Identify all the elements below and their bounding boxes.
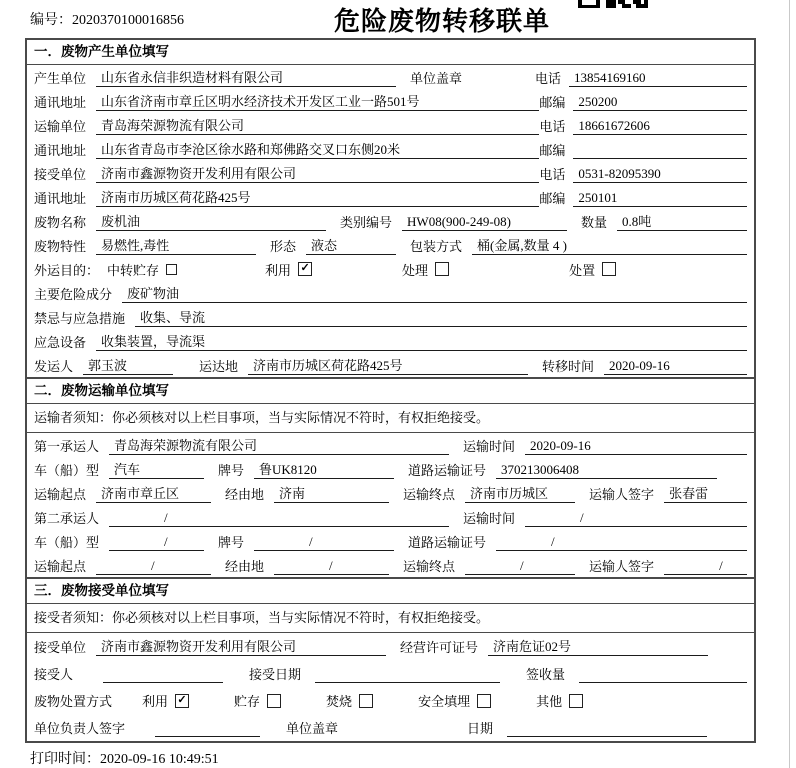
phone-value: 18661672606 [573,116,747,135]
shipper-row [27,353,754,377]
accept-unit-row [27,633,754,660]
carrier1-row [27,433,754,457]
category-value: HW08(900-249-08) [402,212,567,231]
zip-label: 邮编 [539,190,566,206]
phone-label: 电话 [539,118,566,134]
origin-value: / [96,556,211,575]
section2-heading: 二．废物运输单位填写 [27,377,754,404]
checkbox-store [267,694,281,708]
end-value: 济南市历城区 [465,484,575,503]
packing-label: 包装方式 [410,238,463,254]
print-time [30,748,219,768]
checkbox-transfer-storage [166,264,177,275]
carrier1-value: 青岛海荣源物流有限公司 [109,436,449,455]
character-label: 废物特性 [34,238,87,254]
qr-code-icon [578,0,648,8]
carrier2-label: 第二承运人 [34,510,100,526]
quantity-label: 数量 [581,214,608,230]
checkbox-utilize: ✓ [298,262,312,276]
origin-value: 济南市章丘区 [96,484,211,503]
zip-label: 邮编 [539,142,566,158]
accept-date-label: 接受日期 [249,667,302,682]
carrier2-value: / [109,508,449,527]
via-label: 经由地 [225,486,265,502]
road-license-label: 道路运输证号 [408,534,487,550]
zip-value: 250101 [573,188,747,207]
character-value: 易燃性,毒性 [96,236,256,255]
phone-label: 电话 [534,70,561,86]
accept-unit-label: 接受单位 [34,640,87,655]
signed-amount-value [579,664,747,683]
phone-value: 0531-82095390 [573,164,747,183]
emergency-value: 收集、导流 [135,308,747,327]
disposal-option-label: 安全填埋 [418,694,471,709]
receiver-label: 接受单位 [34,166,87,182]
page-title: 危险废物转移联单 [334,7,551,36]
checkbox-incinerate [359,694,373,708]
form-label: 形态 [270,238,297,254]
disposal-option-label: 其他 [536,694,563,709]
recipient-row [27,660,754,687]
checkbox-dispose [602,262,616,276]
section3-heading: 三．废物接受单位填写 [27,577,754,604]
manager-sign-label: 单位负责人签字 [34,721,126,736]
disposal-option-label: 利用 [142,694,169,709]
zip-value: 250200 [573,92,747,111]
address-value: 济南市历城区荷花路425号 [96,188,539,207]
disposal-row [27,687,754,714]
quantity-value: 0.8吨 [617,212,747,231]
via-value: 济南 [274,484,389,503]
route2-row [27,553,754,577]
disposal-label: 废物处置方式 [34,694,113,709]
road-license-label: 道路运输证号 [408,462,487,478]
receiver-value: 济南市鑫源物资开发利用有限公司 [96,164,539,183]
end-label: 运输终点 [403,486,456,502]
destination-label: 运达地 [199,358,239,374]
shipper-label: 发运人 [34,358,74,374]
equipment-row [27,329,754,353]
waste-name-row [27,209,754,233]
via-value: / [274,556,389,575]
equipment-value: 收集装置，导流渠 [96,332,747,351]
serial-label: 编号： [30,13,72,28]
hazard-value: 废矿物油 [122,284,747,303]
vehicle-type-value: / [109,532,204,551]
address-value: 山东省济南市章丘区明水经济技术开发区工业一路501号 [96,92,539,111]
address-label: 通讯地址 [34,142,87,158]
shipper-value: 郭玉波 [83,356,173,375]
transporter-notice: 运输者须知：你必须核对以上栏目事项，当与实际情况不符时，有权拒绝接受。 [27,404,754,433]
hazard-label: 主要危险成分 [34,286,113,302]
destination-value: 济南市历城区荷花路425号 [248,356,528,375]
date-label: 日期 [466,721,493,736]
transporter-label: 运输单位 [34,118,87,134]
transporter-row [27,113,754,137]
producer-label: 产生单位 [34,70,87,86]
waste-name-value: 废机油 [96,212,326,231]
plate-label: 牌号 [218,534,245,550]
signed-amount-label: 签收量 [526,667,566,682]
section1-heading: 一．废物产生单位填写 [27,40,754,65]
road-license-value: 370213006408 [496,460,717,479]
disposal-option-label: 焚烧 [326,694,353,709]
carrier-sign-label: 运输人签字 [589,558,655,574]
transfer-date-value: 2020-09-16 [604,356,747,375]
transport-time-value: 2020-09-16 [525,436,747,455]
print-time-label: 打印时间： [30,752,100,767]
transporter-address-row [27,137,754,161]
carrier2-row [27,505,754,529]
receiver-row [27,161,754,185]
route1-row [27,481,754,505]
end-label: 运输终点 [403,558,456,574]
phone-label: 电话 [539,166,566,182]
page-edge-divider [789,0,790,768]
origin-label: 运输起点 [34,558,87,574]
transfer-date-label: 转移时间 [542,358,595,374]
recipient-label: 接受人 [34,667,74,682]
transport-time-value: / [525,508,747,527]
date-value [507,718,707,737]
manager-sign-value [155,718,260,737]
emergency-label: 禁忌与应急措施 [34,310,126,326]
permit-value: 济南危证02号 [488,637,708,656]
zip-value [573,140,747,159]
vehicle2-row [27,529,754,553]
purpose-label: 外运目的： [34,262,100,278]
equipment-label: 应急设备 [34,334,87,350]
plate-value: / [254,532,394,551]
receiver-notice: 接受者须知：你必须核对以上栏目事项，当与实际情况不符时，有权拒绝接受。 [27,604,754,633]
receiver-address-row [27,185,754,209]
vehicle-type-label: 车（船）型 [34,534,100,550]
purpose-option-label: 利用 [265,262,292,278]
checkbox-utilize: ✓ [175,694,189,708]
address-value: 山东省青岛市李沧区徐水路和郑佛路交叉口东侧20米 [96,140,539,159]
checkbox-other [569,694,583,708]
end-value: / [465,556,575,575]
zip-label: 邮编 [539,94,566,110]
permit-label: 经营许可证号 [400,640,479,655]
carrier-sign-label: 运输人签字 [589,486,655,502]
packing-value: 桶(金属,数量 4 ) [472,236,747,255]
seal-label: 单位盖章 [286,721,339,736]
accept-date-value [315,664,500,683]
checkbox-treat [435,262,449,276]
serial-value: 2020370100016856 [72,13,184,28]
producer-address-row [27,89,754,113]
transporter-value: 青岛海荣源物流有限公司 [96,116,539,135]
vehicle-type-value: 汽车 [109,460,204,479]
disposal-option-label: 贮存 [234,694,261,709]
hazard-row [27,281,754,305]
category-label: 类别编号 [340,214,393,230]
producer-value: 山东省永信非织造材料有限公司 [96,68,396,87]
purpose-option-label: 处理 [402,262,429,278]
transfer-form [25,38,756,743]
vehicle-type-label: 车（船）型 [34,462,100,478]
address-label: 通讯地址 [34,94,87,110]
transport-time-label: 运输时间 [463,438,516,454]
checkbox-landfill [477,694,491,708]
serial-number [30,9,184,29]
waste-character-row [27,233,754,257]
seal-label: 单位盖章 [410,70,463,86]
waste-name-label: 废物名称 [34,214,87,230]
purpose-row [27,257,754,281]
plate-label: 牌号 [218,462,245,478]
producer-row [27,65,754,89]
purpose-option-label: 处置 [569,262,596,278]
origin-label: 运输起点 [34,486,87,502]
address-label: 通讯地址 [34,190,87,206]
emergency-row [27,305,754,329]
carrier-sign-value: 张春雷 [664,484,747,503]
recipient-value [103,664,223,683]
plate-value: 鲁UK8120 [254,460,394,479]
via-label: 经由地 [225,558,265,574]
carrier-sign-value: / [664,556,747,575]
carrier1-label: 第一承运人 [34,438,100,454]
road-license-value: / [496,532,747,551]
accept-unit-value: 济南市鑫源物资开发利用有限公司 [96,637,386,656]
manager-sign-row [27,714,754,741]
transport-time-label: 运输时间 [463,510,516,526]
purpose-option-label: 中转贮存 [107,262,160,278]
form-value: 液态 [306,236,396,255]
print-time-value: 2020-09-16 10:49:51 [100,752,219,767]
vehicle1-row [27,457,754,481]
phone-value: 13854169160 [569,68,747,87]
